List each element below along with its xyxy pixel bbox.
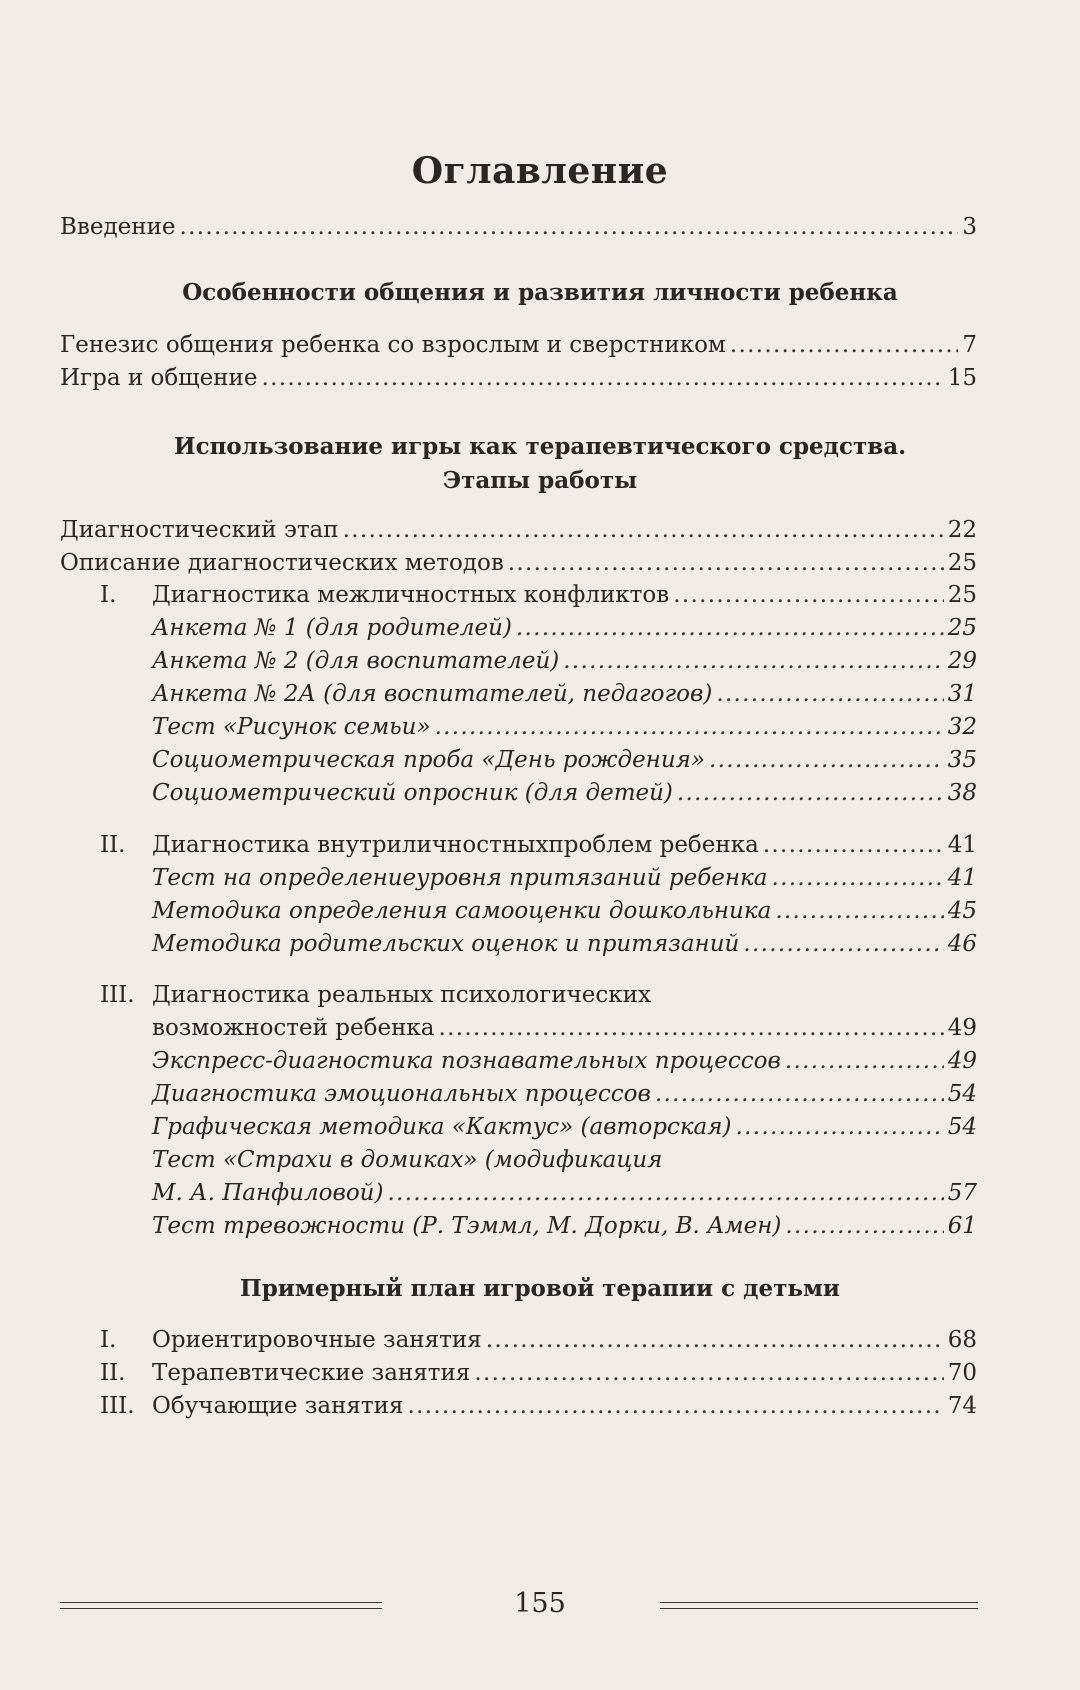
section-heading: Примерный план игровой терапии с детьми [240,1275,840,1302]
toc-entry: Анкета № 1 (для родителей) . . . 25 [152,613,977,643]
section-heading: Особенности общения и развития личности ребенка [182,279,898,306]
toc-entry: II. Терапевтические занятия . . . 70 [100,1358,977,1388]
toc-entry: Экспресс-диагностика познавательных процессов . . . 49 [152,1046,977,1076]
toc-entry: Тест тревожности (Р. Тэммл, М. Дорки, В. Амен) . . . 61 [152,1211,977,1241]
toc-entry: Анкета № 2А (для воспитателей, педагогов) . . . 31 [152,679,977,709]
toc-entry: М. А. Панфиловой) . . . 57 [152,1178,977,1208]
toc-entry-heading: III. Диагностика реальных психологических [100,982,651,1008]
toc-entry: Тест на определениеуровня притязаний ребенка . . . 41 [152,863,977,893]
section-heading: Использование игры как терапевтического средства. [173,433,907,460]
toc-entry: Генезис общения ребенка со взрослым и сверстником . . . 7 [60,330,977,360]
toc-entry: Диагностика эмоциональных процессов . . . 54 [152,1079,977,1109]
toc-entry: Методика определения самооценки дошкольника . . . 45 [152,896,977,926]
toc-entry: Игра и общение . . . 15 [60,363,977,393]
toc-entry: I. Ориентировочные занятия . . . 68 [100,1325,977,1355]
toc-entry: II. Диагностика внутриличностныхпроблем ребенка . . . 41 [100,830,977,860]
toc-entry: III. Обучающие занятия . . . 74 [100,1391,977,1421]
toc-entry-line1: Тест «Страхи в домиках» (модификация [152,1147,663,1173]
toc-entry-intro: Введение . . . 3 [60,212,977,242]
toc-entry: Графическая методика «Кактус» (авторская) . . . 54 [152,1112,977,1142]
toc-entry: I. Диагностика межличностных конфликтов . . . 25 [100,580,977,610]
section-heading: Этапы работы [442,467,638,494]
toc-entry: Методика родительских оценок и притязаний . . . 46 [152,929,977,959]
page-title: Оглавление [411,150,669,192]
toc-entry: Социометрическая проба «День рождения» . . . 35 [152,745,977,775]
toc-entry: Анкета № 2 (для воспитателей) . . . 29 [152,646,977,676]
footer-rule-right [660,1602,978,1609]
toc-entry: возможностей ребенка . . . 49 [152,1013,977,1043]
toc-entry: Диагностический этап . . . 22 [60,515,977,545]
page-number: 155 [514,1588,566,1619]
toc-entry: Тест «Рисунок семьи» . . . 32 [152,712,977,742]
toc-entry: Описание диагностических методов . . . 25 [60,548,977,578]
toc-entry: Социометрический опросник (для детей) . . . 38 [152,778,977,808]
